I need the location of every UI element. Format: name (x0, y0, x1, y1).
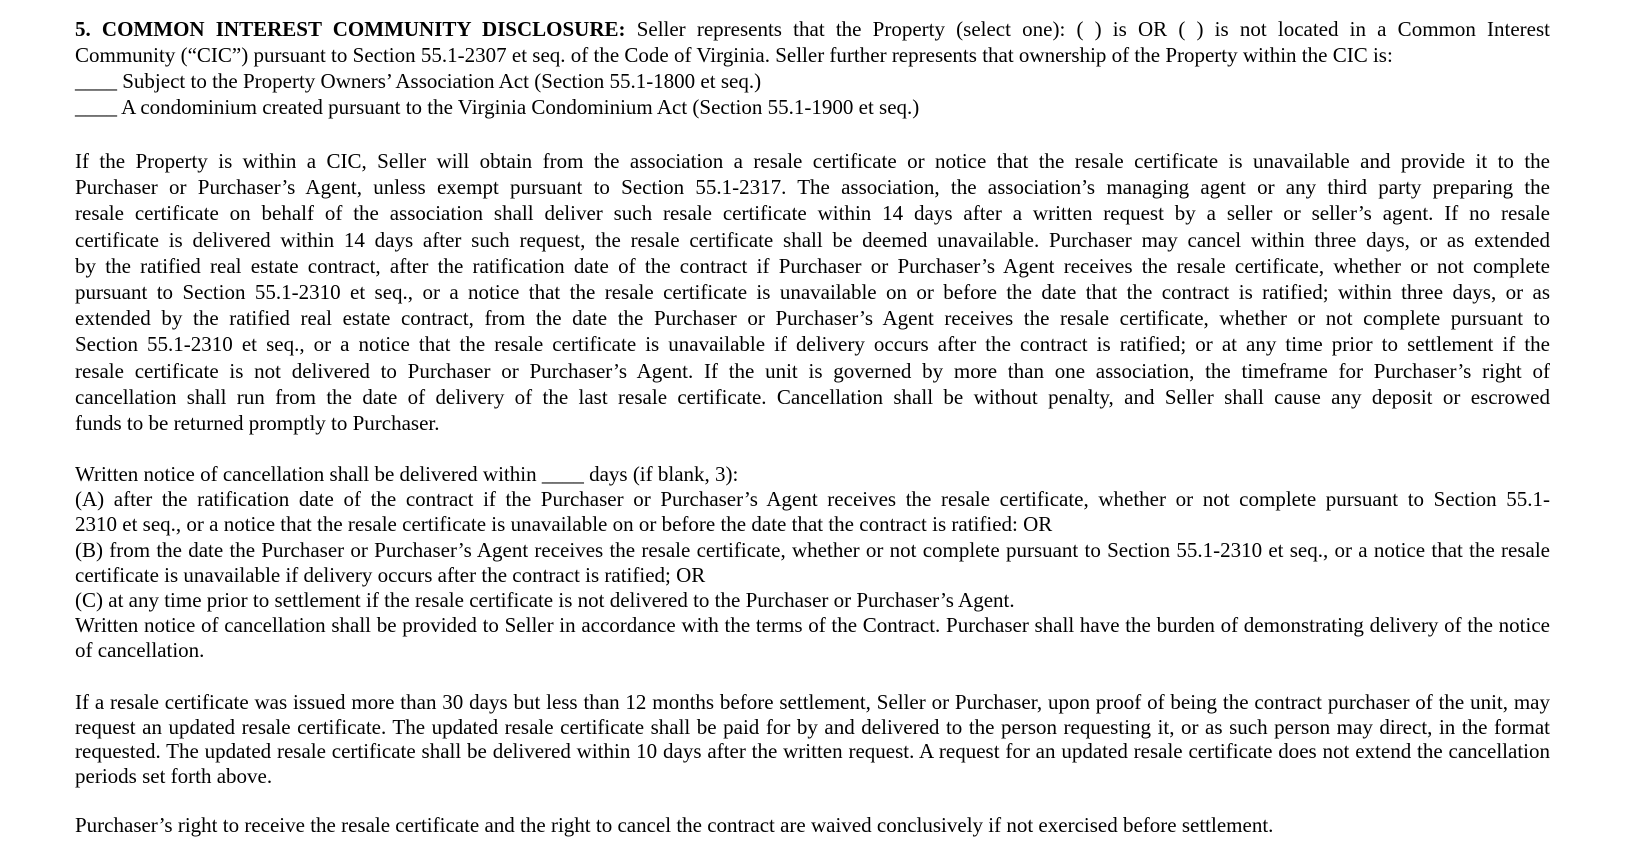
para4-line: request an updated resale certificate. The updated resale certificate shall be paid for by and delivered to the person requesting it, or as such person may direct, in the format (75, 714, 1550, 739)
para4-line: If a resale certificate was issued more than 30 days but less than 12 months before settlement, Seller or Purchaser, upon proof of being the contract purchaser of the unit, may (75, 690, 1550, 714)
para3-line: (B) from the date the Purchaser or Purchaser’s Agent receives the resale certificate, whether or not complete pursuant to Section 55.1-2310 et seq., or a notice that the resale (75, 537, 1550, 562)
para3-line: (A) after the ratification date of the contract if the Purchaser or Purchaser’s Agent receives the resale certificate, whether or not complete pursuant to Section 55.1- (75, 487, 1550, 512)
para2-line: Section 55.1-2310 et seq., or a notice that the resale certificate is unavailable if delivery occurs after the contract is ratified; or at any time prior to settlement if the (75, 332, 1550, 357)
section-heading: 5. COMMON INTEREST COMMUNITY DISCLOSURE: (75, 17, 626, 41)
option-condominium-act: ____ A condominium created pursuant to the Virginia Condominium Act (Section 55.1-1900 et seq.) (75, 95, 920, 119)
para2-line: pursuant to Section 55.1-2310 et seq., or a notice that the resale certificate is unavailable on or before the date that the contract is ratified; within three days, or as (75, 279, 1550, 304)
waiver-paragraph (75, 812, 1550, 838)
cic-disclosure-intro (75, 16, 1550, 120)
para2-line: If the Property is within a CIC, Seller will obtain from the association a resale certificate or notice that the resale certificate is unavailable and provide it to the (75, 149, 1550, 173)
para2-line: resale certificate on behalf of the association shall deliver such resale certificate within 14 days after a written request by a seller or seller’s agent. If no resale (75, 201, 1550, 226)
para2-line: certificate is delivered within 14 days after such request, the resale certificate shall be deemed unavailable. Purchaser may cancel within three days, or as extended (75, 227, 1550, 252)
intro-line: Community (“CIC”) pursuant to Section 55.1-2307 et seq. of the Code of Virginia. Seller further represents that ownership of the Property within the CIC is: (75, 43, 1393, 67)
para2-line: extended by the ratified real estate contract, from the date the Purchaser or Purchaser’s Agent receives the resale certificate, whether or not complete pursuant to (75, 306, 1550, 331)
option-poa-act: ____ Subject to the Property Owners’ Association Act (Section 55.1-1800 et seq.) (75, 69, 762, 93)
para2-line: by the ratified real estate contract, after the ratification date of the contract if Purchaser or Purchaser’s Agent receives the resale certificate, whether or not complete (75, 253, 1550, 278)
para3-line: of cancellation. (75, 638, 205, 663)
para3-line: Written notice of cancellation shall be provided to Seller in accordance with the terms of the Contract. Purchaser shall have the burden of demonstrating delivery of the notice (75, 613, 1550, 638)
cancellation-notice-paragraph (75, 462, 1550, 664)
para2-line: funds to be returned promptly to Purchaser. (75, 410, 440, 435)
para4-line: requested. The updated resale certificate shall be delivered within 10 days after the written request. A request for an updated resale certificate does not extend the cancellation (75, 739, 1550, 764)
para3-line: (C) at any time prior to settlement if the resale certificate is not delivered to the Purchaser or Purchaser’s Agent. (75, 587, 1015, 612)
para2-line: resale certificate is not delivered to Purchaser or Purchaser’s Agent. If the unit is governed by more than one association, the timeframe for Purchaser’s right of (75, 358, 1550, 383)
resale-certificate-paragraph (75, 148, 1550, 436)
para4-line: periods set forth above. (75, 764, 273, 789)
intro-line: 5. COMMON INTEREST COMMUNITY DISCLOSURE: Seller represents that the Property (select one): ( ) is OR ( ) is not located in a Common Interest (75, 17, 1551, 41)
para2-line: cancellation shall run from the date of delivery of the last resale certificate. Cancellation shall be without penalty, and Seller shall cause any deposit or escrowed (75, 384, 1550, 409)
para5-line: Purchaser’s right to receive the resale certificate and the right to cancel the contract are waived conclusively if not exercised before settlement. (75, 813, 1274, 837)
para3-line: certificate is unavailable if delivery occurs after the contract is ratified; OR (75, 562, 706, 587)
para3-line: 2310 et seq., or a notice that the resale certificate is unavailable on or before the date that the contract is ratified: OR (75, 512, 1053, 537)
updated-certificate-paragraph (75, 690, 1550, 789)
para3-line: Written notice of cancellation shall be delivered within ____ days (if blank, 3): (75, 462, 739, 486)
para2-line: Purchaser or Purchaser’s Agent, unless exempt pursuant to Section 55.1-2317. The association, the association’s managing agent or any third party preparing the (75, 175, 1550, 200)
